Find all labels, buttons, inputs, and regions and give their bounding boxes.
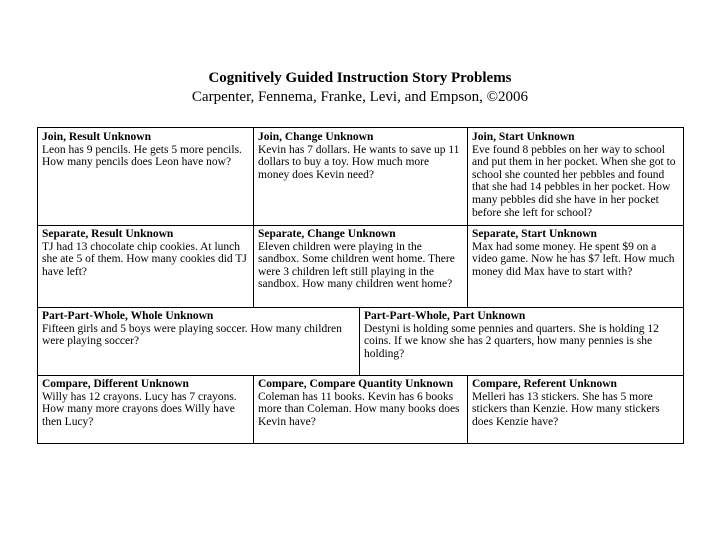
problem-type-heading: Compare, Referent Unknown bbox=[472, 378, 617, 390]
page-subtitle: Carpenter, Fennema, Franke, Levi, and Empson, ©2006 bbox=[191, 89, 529, 105]
problem-cell bbox=[468, 226, 682, 307]
problem-type-heading: Compare, Different Unknown bbox=[42, 378, 189, 390]
problem-cell bbox=[254, 129, 467, 225]
problem-cell bbox=[38, 129, 252, 225]
problem-text: Eve found 8 pebbles on her way to school and put them in her pocket. When she got to school she counted her pebbles and found that she had 14 pebbles in her pocket. How many pebbles did she have in her pocket before she left for school? bbox=[472, 143, 676, 219]
problem-type-heading: Separate, Change Unknown bbox=[258, 228, 396, 240]
problem-cell bbox=[360, 308, 682, 375]
problem-type-heading: Separate, Result Unknown bbox=[42, 228, 174, 240]
problem-cell bbox=[254, 376, 467, 443]
problem-text: Max had some money. He spent $9 on a video game. Now he has $7 left. How much money did Max have to start with? bbox=[472, 240, 675, 278]
problem-text: Kevin has 7 dollars. He wants to save up 11 dollars to buy a toy. How much more money does Kevin need? bbox=[258, 143, 460, 181]
page-title: Cognitively Guided Instruction Story Problems bbox=[208, 70, 512, 86]
problem-text: Coleman has 11 books. Kevin has 6 books more than Coleman. How many books does Kevin have? bbox=[258, 390, 460, 428]
problem-cell bbox=[38, 308, 358, 375]
problem-text: Melleri has 13 stickers. She has 5 more stickers than Kenzie. How many stickers does Kenzie have? bbox=[472, 390, 660, 428]
problem-type-heading: Part-Part-Whole, Whole Unknown bbox=[42, 310, 214, 322]
problem-text: TJ had 13 chocolate chip cookies. At lunch she ate 5 of them. How many cookies did TJ have left? bbox=[42, 240, 247, 278]
problem-text: Willy has 12 crayons. Lucy has 7 crayons. How many more crayons does Willy have then Lucy? bbox=[42, 390, 237, 428]
problem-text: Destyni is holding some pennies and quarters. She is holding 12 coins. If we know she has 2 quarters, how many pennies is she holding? bbox=[364, 322, 659, 360]
problem-text: Fifteen girls and 5 boys were playing soccer. How many children were playing soccer? bbox=[42, 322, 342, 348]
problem-type-heading: Part-Part-Whole, Part Unknown bbox=[364, 310, 526, 322]
problem-type-heading: Join, Change Unknown bbox=[258, 131, 374, 143]
problem-cell bbox=[38, 376, 252, 443]
problem-text: Leon has 9 pencils. He gets 5 more pencils. How many pencils does Leon have now? bbox=[42, 143, 242, 169]
problem-type-heading: Join, Result Unknown bbox=[42, 131, 151, 143]
problem-cell bbox=[254, 226, 467, 307]
problem-cell bbox=[468, 129, 682, 225]
problem-type-heading: Compare, Compare Quantity Unknown bbox=[258, 378, 454, 390]
problem-type-heading: Join, Start Unknown bbox=[472, 131, 575, 143]
problem-text: Eleven children were playing in the sandbox. Some children went home. There were 3 children left still playing in the sandbox. How many children went home? bbox=[258, 240, 455, 291]
problem-type-heading: Separate, Start Unknown bbox=[472, 228, 597, 240]
problem-cell bbox=[38, 226, 252, 307]
problem-cell bbox=[468, 376, 682, 443]
story-problems-table bbox=[37, 127, 684, 444]
